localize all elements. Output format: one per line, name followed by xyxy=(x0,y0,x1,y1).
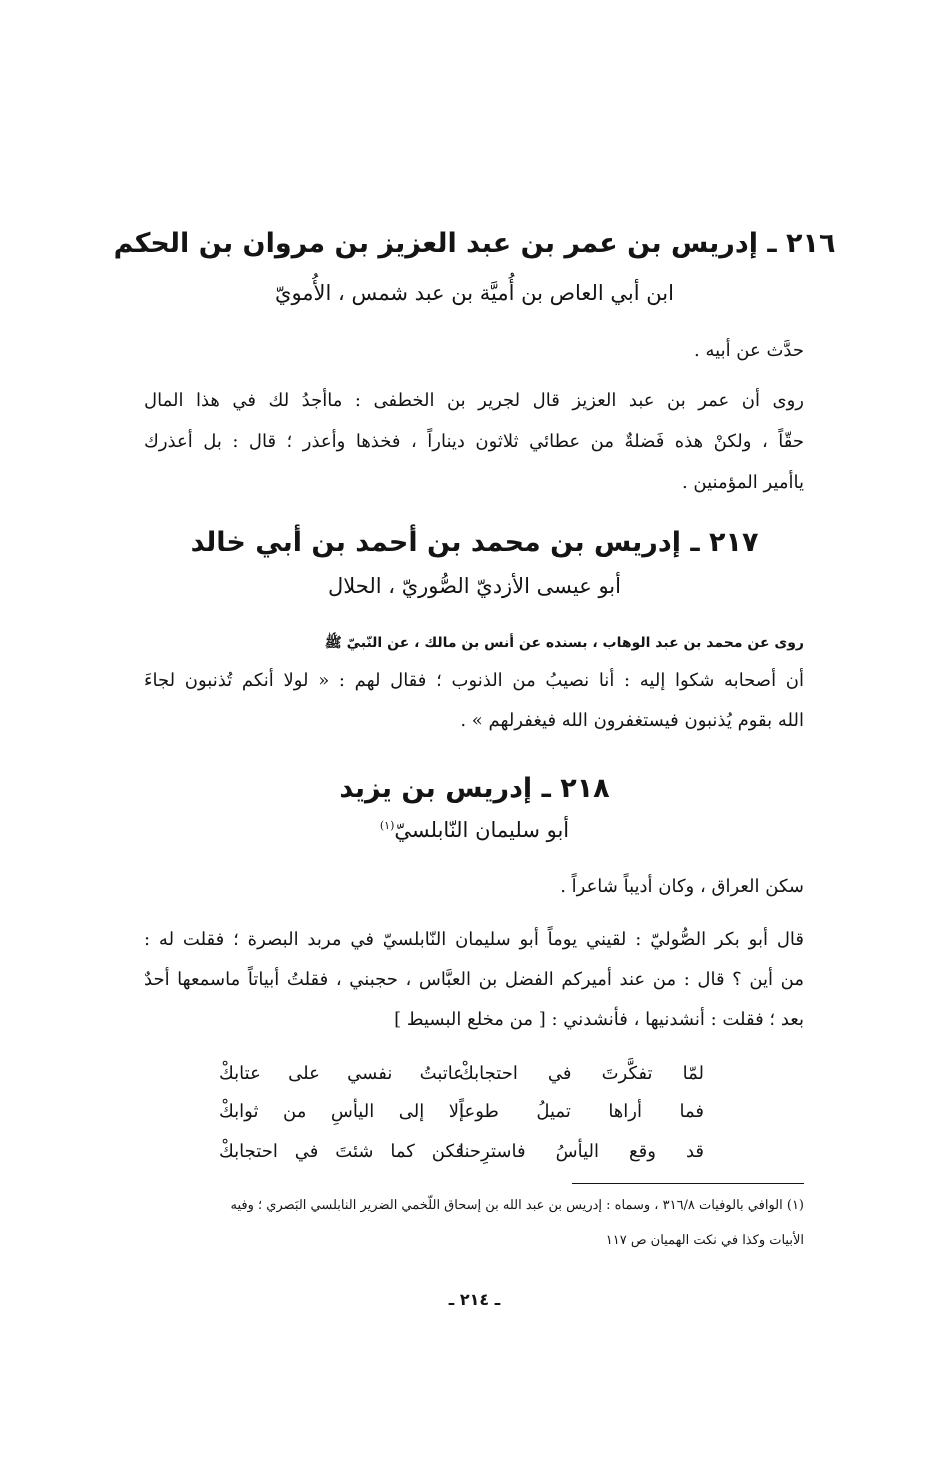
entry-217-isnad: روى عن محمد بن عبد الوهاب ، بسنده عن أنس بن مالك ، عن النّبيّ ﷺ xyxy=(324,635,804,651)
entry-218-subtitle: أبو سليمان النّابلسيّ xyxy=(394,818,570,842)
verse-3-first-hemistich: قد وقع اليأسُ فاسترِحنا xyxy=(459,1141,704,1162)
entry-218-title: ٢١٨ ـ إدريس بن يزيد xyxy=(339,773,610,804)
entry-218-para-line: قال أبو بكر الصُّوليّ : لقيني يوماً أبو سليمان النّابلسيّ في مربد البصرة ؛ فقلت له : xyxy=(144,929,804,950)
entry-217-subtitle: أبو عيسى الأزديّ الصُّوريّ ، الحلال xyxy=(328,574,621,598)
verse-2-second-hemistich: إلا إلى اليأسِ من ثوابكْ xyxy=(219,1101,464,1122)
verse-1-first-hemistich: لمّا تفكَّرتَ في احتجابكْ xyxy=(459,1063,704,1084)
footnote-line: الأبيات وكذا في نكت الهميان ص ١١٧ xyxy=(605,1233,804,1248)
footnote-line: (١) الوافي بالوفيات ٣١٦/٨ ، وسماه : إدريس بن عبد الله بن إسحاق اللّخمي الضرير النابلسي البَصري ؛ وفيه xyxy=(230,1198,804,1213)
entry-216-subtitle: ابن أبي العاص بن أُميَّة بن عبد شمس ، الأُمويّ xyxy=(275,281,674,305)
footnote-separator xyxy=(572,1183,804,1184)
entry-217-para-line: الله بقوم يُذنبون فيستغفرون الله فيغفرلهم » . xyxy=(460,710,804,731)
entry-217-title: ٢١٧ ـ إدريس بن محمد بن أحمد بن أبي خالد xyxy=(190,527,759,558)
verse-2-first-hemistich: فما أراها تميلُ طوعاً xyxy=(459,1101,704,1122)
entry-218-line: سكن العراق ، وكان أديباً شاعراً . xyxy=(560,876,804,897)
entry-216-para-line: ياأمير المؤمنين . xyxy=(681,472,804,493)
entry-217-para-line: أن أصحابه شكوا إليه : أنا نصيبُ من الذنوب ؛ فقال لهم : « لولا أنكم تُذنبون لجاءَ xyxy=(144,670,804,691)
verse-1-second-hemistich: عاتبتُ نفسي على عتابكْ xyxy=(219,1063,464,1084)
entry-216-para-line: روى أن عمر بن عبد العزيز قال لجرير بن الخطفى : ماأجدُ لك في هذا المال xyxy=(144,390,804,411)
entry-216-title: ٢١٦ ـ إدريس بن عمر بن عبد العزيز بن مروان بن الحكم xyxy=(113,228,836,259)
entry-218-para-line: من أين ؟ قال : من عند أميركم الفضل بن العبَّاس ، حجبني ، فقلتُ أبياتاً ماسمعها أحدٌ xyxy=(144,969,804,990)
entry-216-line: حدَّث عن أبيه . xyxy=(694,340,804,361)
entry-218-para-line: بعد ؛ فقلت : أنشدنيها ، فأنشدني : [ من مخلع البسيط ] xyxy=(394,1009,804,1030)
page-number: ـ ٢١٤ ـ xyxy=(448,1290,501,1309)
entry-218-subtitle-line xyxy=(0,818,949,842)
verse-3-second-hemistich: فكن كما شئتَ في احتجابكْ xyxy=(219,1141,464,1162)
footnote-marker: (١) xyxy=(379,819,395,832)
entry-216-para-line: حقّاً ، ولكنْ هذه فَضلةٌ من عطائي ثلاثون ديناراً ، فخذها وأعذر ؛ قال : بل أعذرك xyxy=(144,431,804,452)
